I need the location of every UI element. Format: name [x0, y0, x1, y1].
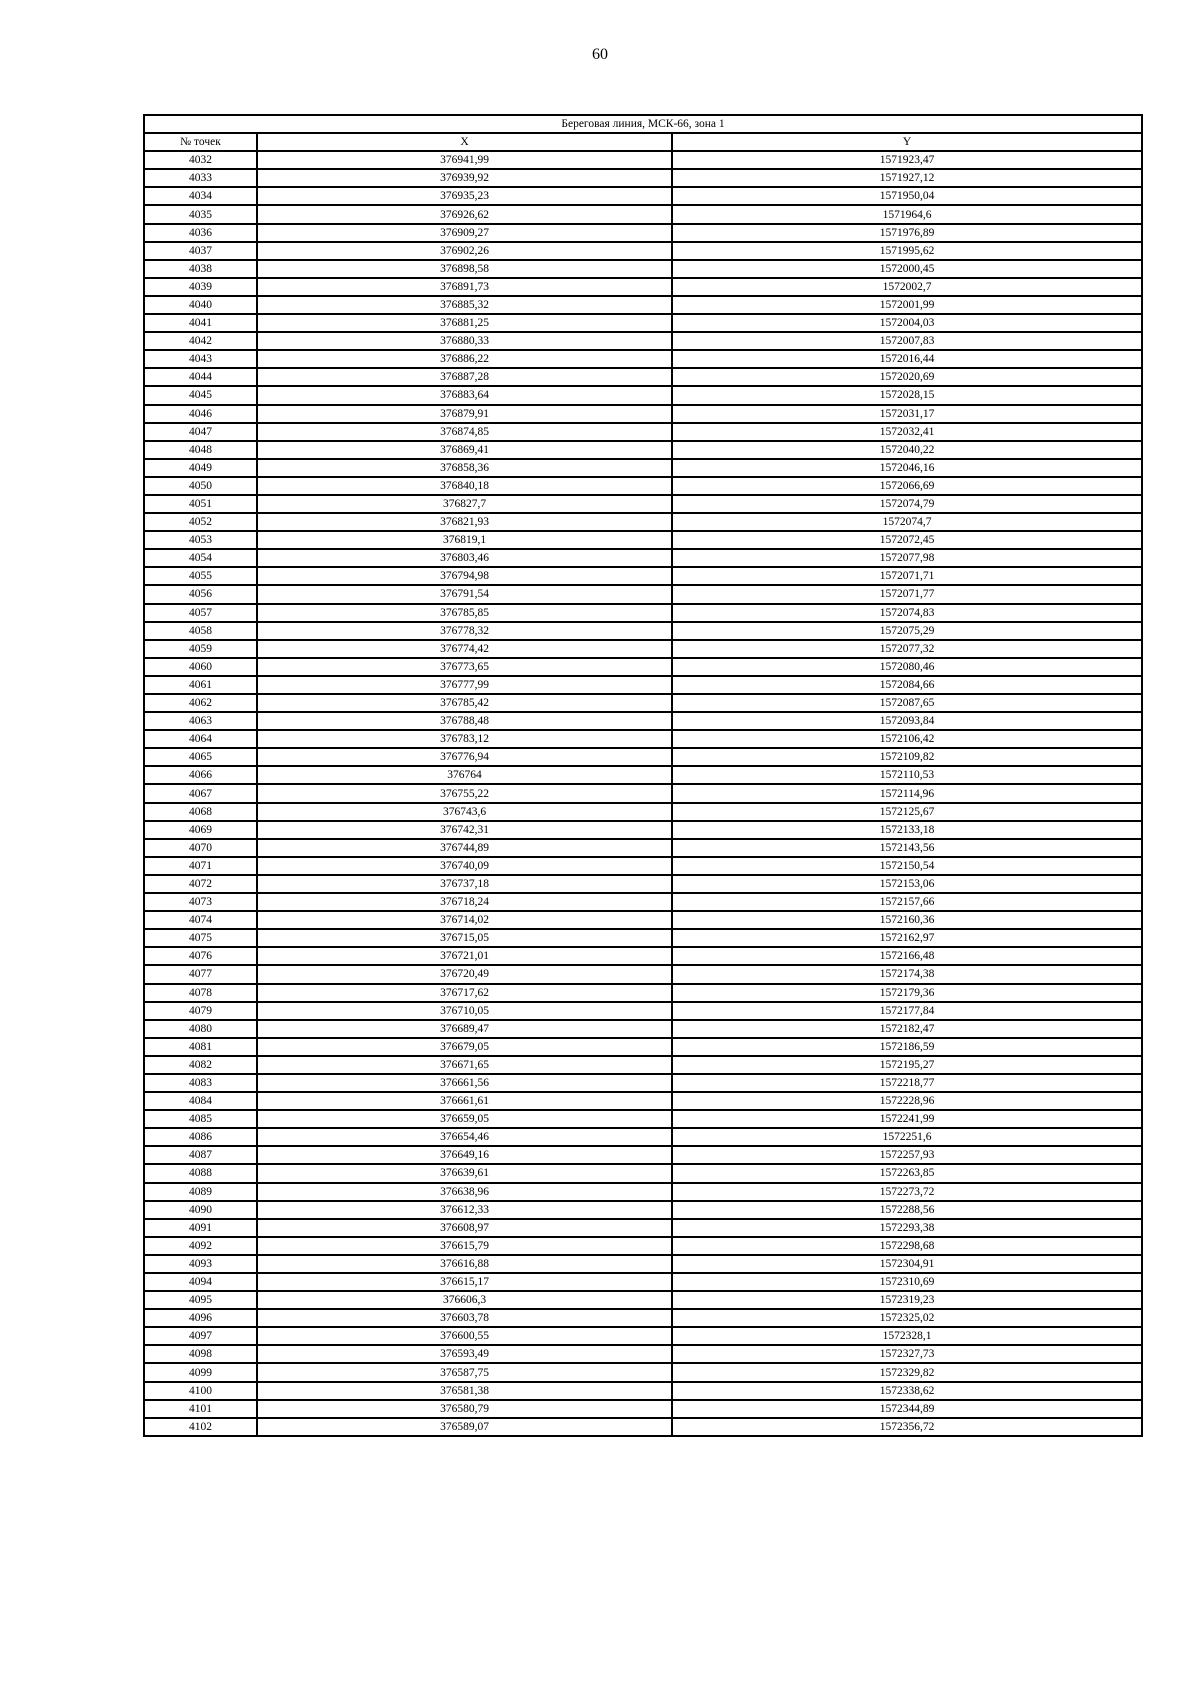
- table-row: [144, 984, 1142, 1002]
- x-coordinate-cell: 376600,55: [257, 1327, 672, 1345]
- y-coordinate-cell: 1572077,98: [672, 549, 1142, 567]
- point-number-cell: 4055: [144, 567, 257, 585]
- y-coordinate-cell: 1572125,67: [672, 803, 1142, 821]
- table-row: [144, 296, 1142, 314]
- table-row: [144, 676, 1142, 694]
- point-number-cell: 4047: [144, 423, 257, 441]
- table-row: [144, 531, 1142, 549]
- y-coordinate-cell: 1572000,45: [672, 260, 1142, 278]
- x-coordinate-cell: 376679,05: [257, 1038, 672, 1056]
- x-coordinate-cell: 376783,12: [257, 730, 672, 748]
- y-coordinate-cell: 1572273,72: [672, 1183, 1142, 1201]
- y-coordinate-cell: 1572084,66: [672, 676, 1142, 694]
- y-coordinate-cell: 1571964,6: [672, 205, 1142, 223]
- table-row: [144, 242, 1142, 260]
- point-number-cell: 4074: [144, 911, 257, 929]
- point-number-cell: 4068: [144, 803, 257, 821]
- point-number-cell: 4090: [144, 1201, 257, 1219]
- y-coordinate-cell: 1572344,89: [672, 1400, 1142, 1418]
- table-row: [144, 1056, 1142, 1074]
- y-coordinate-cell: 1572133,18: [672, 821, 1142, 839]
- point-number-cell: 4080: [144, 1020, 257, 1038]
- table-row: [144, 929, 1142, 947]
- point-number-cell: 4033: [144, 169, 257, 187]
- table-row: [144, 477, 1142, 495]
- y-coordinate-cell: 1572032,41: [672, 423, 1142, 441]
- point-number-cell: 4052: [144, 513, 257, 531]
- point-number-cell: 4035: [144, 205, 257, 223]
- table-row: [144, 205, 1142, 223]
- table-row: [144, 1345, 1142, 1363]
- point-number-cell: 4062: [144, 694, 257, 712]
- y-coordinate-cell: 1572338,62: [672, 1382, 1142, 1400]
- point-number-cell: 4048: [144, 441, 257, 459]
- point-number-cell: 4071: [144, 857, 257, 875]
- point-number-cell: 4067: [144, 784, 257, 802]
- y-coordinate-cell: 1572074,7: [672, 513, 1142, 531]
- y-coordinate-cell: 1572106,42: [672, 730, 1142, 748]
- table-title-row: [144, 115, 1142, 133]
- y-coordinate-cell: 1572066,69: [672, 477, 1142, 495]
- point-number-cell: 4091: [144, 1219, 257, 1237]
- x-coordinate-cell: 376603,78: [257, 1309, 672, 1327]
- x-coordinate-cell: 376909,27: [257, 224, 672, 242]
- y-coordinate-cell: 1572143,56: [672, 839, 1142, 857]
- table-row: [144, 1237, 1142, 1255]
- y-coordinate-cell: 1572257,93: [672, 1146, 1142, 1164]
- point-number-cell: 4098: [144, 1345, 257, 1363]
- table-row: [144, 567, 1142, 585]
- table-row: [144, 1255, 1142, 1273]
- table-row: [144, 875, 1142, 893]
- y-coordinate-cell: 1572109,82: [672, 748, 1142, 766]
- table-row: [144, 495, 1142, 513]
- point-number-cell: 4082: [144, 1056, 257, 1074]
- x-coordinate-cell: 376710,05: [257, 1002, 672, 1020]
- x-coordinate-cell: 376935,23: [257, 187, 672, 205]
- x-coordinate-cell: 376654,46: [257, 1128, 672, 1146]
- x-coordinate-cell: 376714,02: [257, 911, 672, 929]
- point-number-cell: 4078: [144, 984, 257, 1002]
- point-number-cell: 4032: [144, 151, 257, 169]
- point-number-cell: 4097: [144, 1327, 257, 1345]
- table-row: [144, 1291, 1142, 1309]
- y-coordinate-cell: 1572293,38: [672, 1219, 1142, 1237]
- table-row: [144, 332, 1142, 350]
- y-coordinate-cell: 1572327,73: [672, 1345, 1142, 1363]
- point-number-cell: 4086: [144, 1128, 257, 1146]
- x-coordinate-cell: 376615,79: [257, 1237, 672, 1255]
- table-row: [144, 1219, 1142, 1237]
- x-coordinate-cell: 376776,94: [257, 748, 672, 766]
- point-number-cell: 4066: [144, 766, 257, 784]
- x-coordinate-cell: 376788,48: [257, 712, 672, 730]
- y-coordinate-cell: 1572016,44: [672, 350, 1142, 368]
- x-coordinate-cell: 376773,65: [257, 658, 672, 676]
- y-coordinate-cell: 1571995,62: [672, 242, 1142, 260]
- y-coordinate-cell: 1572071,71: [672, 567, 1142, 585]
- table-row: [144, 911, 1142, 929]
- x-coordinate-cell: 376939,92: [257, 169, 672, 187]
- point-number-cell: 4037: [144, 242, 257, 260]
- x-coordinate-cell: 376612,33: [257, 1201, 672, 1219]
- table-row: [144, 1183, 1142, 1201]
- table-row: [144, 784, 1142, 802]
- point-number-cell: 4041: [144, 314, 257, 332]
- x-coordinate-cell: 376589,07: [257, 1418, 672, 1436]
- table-title: Береговая линия, МСК-66, зона 1: [144, 115, 1142, 133]
- y-coordinate-cell: 1572114,96: [672, 784, 1142, 802]
- y-coordinate-cell: 1572182,47: [672, 1020, 1142, 1038]
- y-coordinate-cell: 1572087,65: [672, 694, 1142, 712]
- point-number-cell: 4069: [144, 821, 257, 839]
- point-number-cell: 4036: [144, 224, 257, 242]
- x-coordinate-cell: 376689,47: [257, 1020, 672, 1038]
- x-coordinate-cell: 376941,99: [257, 151, 672, 169]
- y-coordinate-cell: 1572074,79: [672, 495, 1142, 513]
- y-coordinate-cell: 1572157,66: [672, 893, 1142, 911]
- table-row: [144, 405, 1142, 423]
- x-coordinate-cell: 376840,18: [257, 477, 672, 495]
- table-row: [144, 730, 1142, 748]
- column-header-y: Y: [672, 133, 1142, 151]
- point-number-cell: 4054: [144, 549, 257, 567]
- y-coordinate-cell: 1572288,56: [672, 1201, 1142, 1219]
- table-row: [144, 1164, 1142, 1182]
- table-row: [144, 622, 1142, 640]
- y-coordinate-cell: 1572072,45: [672, 531, 1142, 549]
- y-coordinate-cell: 1572075,29: [672, 622, 1142, 640]
- table-row: [144, 1201, 1142, 1219]
- y-coordinate-cell: 1572028,15: [672, 386, 1142, 404]
- y-coordinate-cell: 1572304,91: [672, 1255, 1142, 1273]
- table-row: [144, 260, 1142, 278]
- point-number-cell: 4049: [144, 459, 257, 477]
- table-row: [144, 423, 1142, 441]
- table-row: [144, 368, 1142, 386]
- x-coordinate-cell: 376764: [257, 766, 672, 784]
- table-row: [144, 1110, 1142, 1128]
- y-coordinate-cell: 1572160,36: [672, 911, 1142, 929]
- point-number-cell: 4100: [144, 1382, 257, 1400]
- y-coordinate-cell: 1571950,04: [672, 187, 1142, 205]
- x-coordinate-cell: 376715,05: [257, 929, 672, 947]
- x-coordinate-cell: 376661,56: [257, 1074, 672, 1092]
- x-coordinate-cell: 376649,16: [257, 1146, 672, 1164]
- point-number-cell: 4070: [144, 839, 257, 857]
- table-row: [144, 314, 1142, 332]
- x-coordinate-cell: 376615,17: [257, 1273, 672, 1291]
- y-coordinate-cell: 1572356,72: [672, 1418, 1142, 1436]
- y-coordinate-cell: 1572319,23: [672, 1291, 1142, 1309]
- table-row: [144, 278, 1142, 296]
- table-row: [144, 350, 1142, 368]
- point-number-cell: 4045: [144, 386, 257, 404]
- x-coordinate-cell: 376794,98: [257, 567, 672, 585]
- table-row: [144, 748, 1142, 766]
- table-row: [144, 169, 1142, 187]
- x-coordinate-cell: 376785,42: [257, 694, 672, 712]
- point-number-cell: 4093: [144, 1255, 257, 1273]
- point-number-cell: 4102: [144, 1418, 257, 1436]
- point-number-cell: 4059: [144, 640, 257, 658]
- y-coordinate-cell: 1572093,84: [672, 712, 1142, 730]
- y-coordinate-cell: 1572077,32: [672, 640, 1142, 658]
- table-row: [144, 1363, 1142, 1381]
- table-row: [144, 1002, 1142, 1020]
- point-number-cell: 4087: [144, 1146, 257, 1164]
- table-row: [144, 658, 1142, 676]
- table-row: [144, 151, 1142, 169]
- table-row: [144, 441, 1142, 459]
- y-coordinate-cell: 1572166,48: [672, 947, 1142, 965]
- x-coordinate-cell: 376661,61: [257, 1092, 672, 1110]
- table-row: [144, 640, 1142, 658]
- table-row: [144, 766, 1142, 784]
- table-row: [144, 1309, 1142, 1327]
- page-number: 60: [592, 46, 608, 63]
- y-coordinate-cell: 1572241,99: [672, 1110, 1142, 1128]
- point-number-cell: 4042: [144, 332, 257, 350]
- y-coordinate-cell: 1572001,99: [672, 296, 1142, 314]
- x-coordinate-cell: 376881,25: [257, 314, 672, 332]
- point-number-cell: 4092: [144, 1237, 257, 1255]
- point-number-cell: 4085: [144, 1110, 257, 1128]
- x-coordinate-cell: 376638,96: [257, 1183, 672, 1201]
- x-coordinate-cell: 376744,89: [257, 839, 672, 857]
- y-coordinate-cell: 1572031,17: [672, 405, 1142, 423]
- x-coordinate-cell: 376821,93: [257, 513, 672, 531]
- point-number-cell: 4079: [144, 1002, 257, 1020]
- point-number-cell: 4046: [144, 405, 257, 423]
- x-coordinate-cell: 376902,26: [257, 242, 672, 260]
- table-row: [144, 1400, 1142, 1418]
- x-coordinate-cell: 376803,46: [257, 549, 672, 567]
- table-row: [144, 712, 1142, 730]
- table-row: [144, 224, 1142, 242]
- point-number-cell: 4101: [144, 1400, 257, 1418]
- y-coordinate-cell: 1572153,06: [672, 875, 1142, 893]
- point-number-cell: 4064: [144, 730, 257, 748]
- point-number-cell: 4061: [144, 676, 257, 694]
- y-coordinate-cell: 1572162,97: [672, 929, 1142, 947]
- y-coordinate-cell: 1572310,69: [672, 1273, 1142, 1291]
- x-coordinate-cell: 376587,75: [257, 1363, 672, 1381]
- table-row: [144, 604, 1142, 622]
- x-coordinate-cell: 376883,64: [257, 386, 672, 404]
- point-number-cell: 4044: [144, 368, 257, 386]
- table-row: [144, 1092, 1142, 1110]
- y-coordinate-cell: 1572186,59: [672, 1038, 1142, 1056]
- x-coordinate-cell: 376778,32: [257, 622, 672, 640]
- y-coordinate-cell: 1572002,7: [672, 278, 1142, 296]
- y-coordinate-cell: 1572177,84: [672, 1002, 1142, 1020]
- table-row: [144, 947, 1142, 965]
- coordinates-table: [143, 114, 1143, 1437]
- y-coordinate-cell: 1572298,68: [672, 1237, 1142, 1255]
- point-number-cell: 4081: [144, 1038, 257, 1056]
- table-row: [144, 1128, 1142, 1146]
- x-coordinate-cell: 376886,22: [257, 350, 672, 368]
- x-coordinate-cell: 376891,73: [257, 278, 672, 296]
- y-coordinate-cell: 1572251,6: [672, 1128, 1142, 1146]
- point-number-cell: 4094: [144, 1273, 257, 1291]
- x-coordinate-cell: 376718,24: [257, 893, 672, 911]
- point-number-cell: 4057: [144, 604, 257, 622]
- x-coordinate-cell: 376874,85: [257, 423, 672, 441]
- table-row: [144, 821, 1142, 839]
- y-coordinate-cell: 1572329,82: [672, 1363, 1142, 1381]
- point-number-cell: 4083: [144, 1074, 257, 1092]
- point-number-cell: 4040: [144, 296, 257, 314]
- y-coordinate-cell: 1571923,47: [672, 151, 1142, 169]
- y-coordinate-cell: 1572174,38: [672, 965, 1142, 983]
- point-number-cell: 4088: [144, 1164, 257, 1182]
- x-coordinate-cell: 376737,18: [257, 875, 672, 893]
- x-coordinate-cell: 376879,91: [257, 405, 672, 423]
- x-coordinate-cell: 376755,22: [257, 784, 672, 802]
- x-coordinate-cell: 376743,6: [257, 803, 672, 821]
- point-number-cell: 4063: [144, 712, 257, 730]
- y-coordinate-cell: 1572074,83: [672, 604, 1142, 622]
- x-coordinate-cell: 376742,31: [257, 821, 672, 839]
- x-coordinate-cell: 376858,36: [257, 459, 672, 477]
- y-coordinate-cell: 1572020,69: [672, 368, 1142, 386]
- table-row: [144, 549, 1142, 567]
- x-coordinate-cell: 376791,54: [257, 585, 672, 603]
- point-number-cell: 4089: [144, 1183, 257, 1201]
- x-coordinate-cell: 376827,7: [257, 495, 672, 513]
- table-row: [144, 1020, 1142, 1038]
- y-coordinate-cell: 1572080,46: [672, 658, 1142, 676]
- table-row: [144, 839, 1142, 857]
- table-row: [144, 386, 1142, 404]
- x-coordinate-cell: 376608,97: [257, 1219, 672, 1237]
- x-coordinate-cell: 376777,99: [257, 676, 672, 694]
- table-row: [144, 893, 1142, 911]
- point-number-cell: 4051: [144, 495, 257, 513]
- point-number-cell: 4050: [144, 477, 257, 495]
- y-coordinate-cell: 1572328,1: [672, 1327, 1142, 1345]
- x-coordinate-cell: 376671,65: [257, 1056, 672, 1074]
- y-coordinate-cell: 1571927,12: [672, 169, 1142, 187]
- table-row: [144, 585, 1142, 603]
- y-coordinate-cell: 1572228,96: [672, 1092, 1142, 1110]
- y-coordinate-cell: 1572071,77: [672, 585, 1142, 603]
- y-coordinate-cell: 1572218,77: [672, 1074, 1142, 1092]
- x-coordinate-cell: 376581,38: [257, 1382, 672, 1400]
- y-coordinate-cell: 1572179,36: [672, 984, 1142, 1002]
- x-coordinate-cell: 376580,79: [257, 1400, 672, 1418]
- point-number-cell: 4060: [144, 658, 257, 676]
- y-coordinate-cell: 1572007,83: [672, 332, 1142, 350]
- point-number-cell: 4056: [144, 585, 257, 603]
- table-row: [144, 187, 1142, 205]
- table-header-row: [144, 133, 1142, 151]
- y-coordinate-cell: 1571976,89: [672, 224, 1142, 242]
- table-row: [144, 459, 1142, 477]
- point-number-cell: 4043: [144, 350, 257, 368]
- x-coordinate-cell: 376659,05: [257, 1110, 672, 1128]
- point-number-cell: 4076: [144, 947, 257, 965]
- x-coordinate-cell: 376880,33: [257, 332, 672, 350]
- y-coordinate-cell: 1572040,22: [672, 441, 1142, 459]
- table-row: [144, 1146, 1142, 1164]
- point-number-cell: 4034: [144, 187, 257, 205]
- x-coordinate-cell: 376885,32: [257, 296, 672, 314]
- y-coordinate-cell: 1572263,85: [672, 1164, 1142, 1182]
- table-row: [144, 513, 1142, 531]
- table-row: [144, 1382, 1142, 1400]
- column-header-x: X: [257, 133, 672, 151]
- point-number-cell: 4073: [144, 893, 257, 911]
- x-coordinate-cell: 376593,49: [257, 1345, 672, 1363]
- x-coordinate-cell: 376819,1: [257, 531, 672, 549]
- point-number-cell: 4058: [144, 622, 257, 640]
- table-row: [144, 694, 1142, 712]
- table-body: [144, 151, 1142, 1436]
- y-coordinate-cell: 1572004,03: [672, 314, 1142, 332]
- table-row: [144, 965, 1142, 983]
- point-number-cell: 4075: [144, 929, 257, 947]
- point-number-cell: 4096: [144, 1309, 257, 1327]
- x-coordinate-cell: 376898,58: [257, 260, 672, 278]
- table-row: [144, 803, 1142, 821]
- point-number-cell: 4095: [144, 1291, 257, 1309]
- column-header-point-number: № точек: [144, 133, 257, 151]
- point-number-cell: 4039: [144, 278, 257, 296]
- table-row: [144, 1273, 1142, 1291]
- x-coordinate-cell: 376869,41: [257, 441, 672, 459]
- point-number-cell: 4065: [144, 748, 257, 766]
- table-row: [144, 1038, 1142, 1056]
- y-coordinate-cell: 1572110,53: [672, 766, 1142, 784]
- y-coordinate-cell: 1572046,16: [672, 459, 1142, 477]
- x-coordinate-cell: 376774,42: [257, 640, 672, 658]
- y-coordinate-cell: 1572150,54: [672, 857, 1142, 875]
- point-number-cell: 4072: [144, 875, 257, 893]
- table-row: [144, 1074, 1142, 1092]
- x-coordinate-cell: 376887,28: [257, 368, 672, 386]
- table-row: [144, 857, 1142, 875]
- y-coordinate-cell: 1572195,27: [672, 1056, 1142, 1074]
- x-coordinate-cell: 376616,88: [257, 1255, 672, 1273]
- x-coordinate-cell: 376720,49: [257, 965, 672, 983]
- x-coordinate-cell: 376639,61: [257, 1164, 672, 1182]
- x-coordinate-cell: 376785,85: [257, 604, 672, 622]
- x-coordinate-cell: 376606,3: [257, 1291, 672, 1309]
- y-coordinate-cell: 1572325,02: [672, 1309, 1142, 1327]
- x-coordinate-cell: 376926,62: [257, 205, 672, 223]
- point-number-cell: 4099: [144, 1363, 257, 1381]
- table-row: [144, 1327, 1142, 1345]
- x-coordinate-cell: 376721,01: [257, 947, 672, 965]
- point-number-cell: 4084: [144, 1092, 257, 1110]
- point-number-cell: 4053: [144, 531, 257, 549]
- table-row: [144, 1418, 1142, 1436]
- point-number-cell: 4077: [144, 965, 257, 983]
- x-coordinate-cell: 376740,09: [257, 857, 672, 875]
- x-coordinate-cell: 376717,62: [257, 984, 672, 1002]
- point-number-cell: 4038: [144, 260, 257, 278]
